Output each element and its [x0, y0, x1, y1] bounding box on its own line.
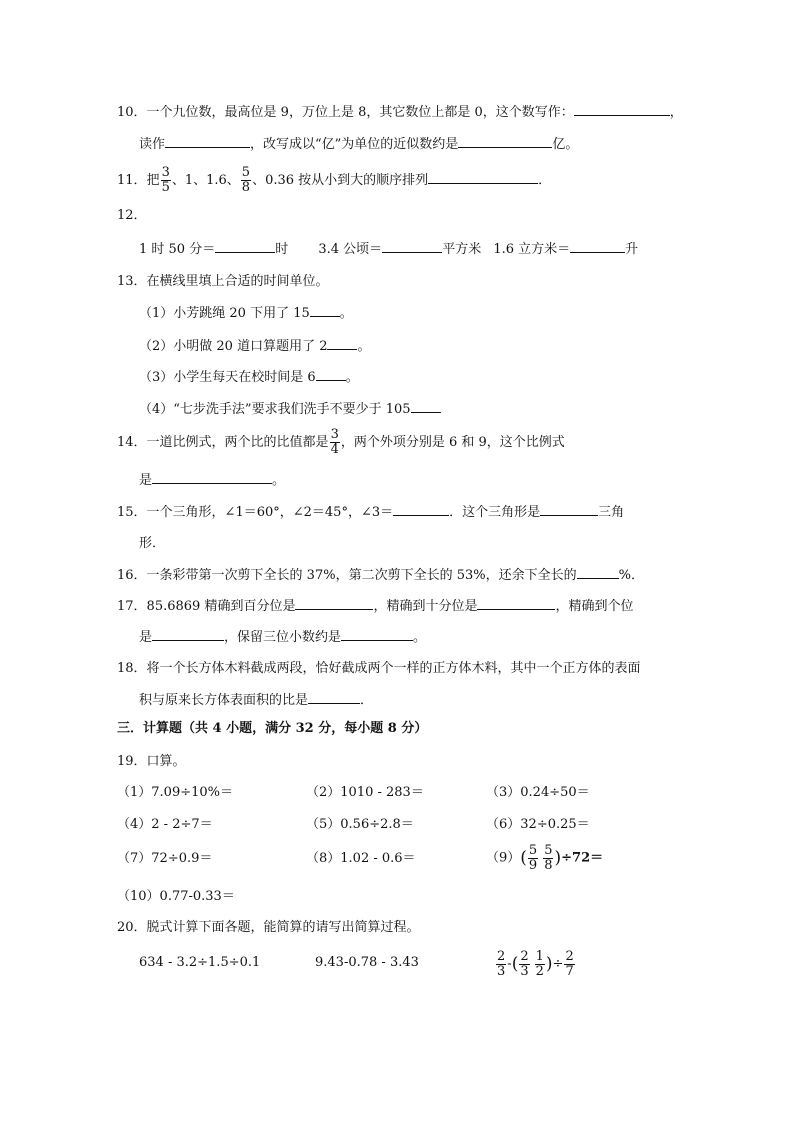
fraction: $\frac{5}{9}$	[528, 842, 538, 873]
q13-line: 13．在横线里填上合适的时间单位。	[117, 274, 329, 289]
q19-item-2: （2）1010 - 283＝	[306, 785, 424, 800]
q12-sqm-blank[interactable]	[382, 240, 442, 253]
q15-line2: 形．	[139, 536, 166, 551]
q13-blank[interactable]	[310, 304, 340, 317]
q14-line1: 14．一道比例式，两个比的比值都是 $\frac{3}{4}$ ，两个外项分别是 6 和 9，这个比例式	[117, 427, 565, 457]
q19-item-4: （4）2 - 2÷7＝	[117, 817, 213, 832]
fraction: $\frac{3}{4}$	[330, 427, 339, 457]
q13-blank[interactable]	[411, 400, 441, 413]
q19-item-10: （10）0.77-0.33＝	[117, 889, 235, 904]
q19-item-7: （7）72÷0.9＝	[117, 851, 213, 866]
q10-number: 10．	[117, 105, 147, 120]
q17-three-decimal-blank[interactable]	[341, 628, 413, 641]
q20-expr-2: 9.43-0.78 - 3.43	[315, 955, 419, 970]
q13-blank[interactable]	[327, 337, 357, 350]
q12-number-line: 12．	[117, 208, 147, 223]
q20-expr-3: $\frac{2}{3}$ -( $\frac{2}{3}$ $\frac{1}{2}$ )÷ $\frac{2}{7}$	[497, 948, 574, 979]
fraction: $\frac{5}{8}$	[544, 842, 553, 873]
q11-answer-blank[interactable]	[428, 171, 538, 184]
q11-line: 11．把 $\frac{3}{5}$ 、1、1.6、 $\frac{5}{8}$ 、0.36 按从小到大的顺序排列 ．	[117, 165, 552, 195]
q15-line1: 15．一个三角形，∠1＝60°，∠2＝45°，∠3＝ ．这个三角形是 三角	[117, 505, 625, 520]
q19-item-9: （9）( $\frac{5}{9}$ $\frac{5}{8}$ )÷72＝	[486, 842, 604, 873]
q19-item-8: （8）1.02 - 0.6＝	[306, 851, 416, 866]
q12-hours-blank[interactable]	[215, 240, 275, 253]
q16-line: 16．一条彩带第一次剪下全长的 37%，第二次剪下全长的 53%，还余下全长的 %．	[117, 568, 644, 583]
q20-expr-1: 634 - 3.2÷1.5÷0.1	[139, 955, 261, 970]
q14-line2: 是 。	[139, 473, 286, 488]
q10-read-blank[interactable]	[165, 135, 250, 148]
q16-answer-blank[interactable]	[577, 566, 619, 579]
q10-approx-blank[interactable]	[458, 135, 552, 148]
q12-line: 1 时 50 分＝ 时 3.4 公顷＝ 平方米 1.6 立方米＝ 升	[139, 242, 639, 257]
q10-written-blank[interactable]	[574, 103, 670, 116]
q15-angle-blank[interactable]	[393, 503, 449, 516]
q17-hundredths-blank[interactable]	[295, 597, 373, 610]
q18-line1: 18．将一个长方体木料截成两段，恰好截成两个一样的正方体木料，其中一个正方体的表面	[117, 661, 641, 676]
q12-liter-blank[interactable]	[570, 240, 625, 253]
q13-item-4: （4）“七步洗手法”要求我们洗手不要少于 105	[139, 400, 441, 419]
fraction: $\frac{2}{7}$	[565, 948, 574, 979]
fraction: $\frac{1}{2}$	[535, 948, 544, 979]
q13-item-3: （3）小学生每天在校时间是 6 。	[139, 370, 359, 385]
q18-line2: 积与原来长方体表面积的比是 ．	[139, 693, 374, 708]
q17-ones-blank[interactable]	[152, 628, 224, 641]
q19-item-5: （5）0.56÷2.8＝	[306, 817, 414, 832]
q14-answer-blank[interactable]	[152, 471, 272, 484]
q19-line: 19．口算。	[117, 754, 186, 769]
fraction: $\frac{5}{8}$	[241, 165, 251, 195]
q17-line1: 17．85.6869 精确到百分位是 ，精确到十分位是 ，精确到个位	[117, 599, 634, 614]
q18-ratio-blank[interactable]	[308, 691, 360, 704]
fraction: $\frac{2}{3}$	[520, 948, 529, 979]
q19-item-1: （1）7.09÷10%＝	[117, 785, 234, 800]
q10-text: 一个九位数，最高位是 9，万位上是 8，其它数位上都是 0，这个数写作：	[146, 105, 574, 120]
q20-line: 20．脱式计算下面各题，能简算的请写出简算过程。	[117, 920, 420, 935]
section-3-heading: 三．计算题（共 4 小题，满分 32 分，每小题 8 分）	[117, 721, 428, 736]
q17-line2: 是 ，保留三位小数约是 。	[139, 630, 427, 645]
q10-line1: 10．一个九位数，最高位是 9，万位上是 8，其它数位上都是 0，这个数写作： ，	[117, 105, 683, 120]
q13-item-1: （1）小芳跳绳 20 下用了 15 。	[139, 306, 353, 321]
fraction: $\frac{3}{5}$	[161, 165, 170, 195]
q17-tenths-blank[interactable]	[477, 597, 555, 610]
q19-item-3: （3）0.24÷50＝	[486, 785, 590, 800]
q13-item-2: （2）小明做 20 道口算题用了 2 。	[139, 339, 371, 354]
q10-line2: 读作 ，改写成以“亿”为单位的近似数约是 亿。	[139, 137, 579, 152]
q13-blank[interactable]	[316, 368, 346, 381]
fraction: $\frac{2}{3}$	[497, 948, 506, 979]
q15-type-blank[interactable]	[540, 503, 598, 516]
q19-item-6: （6）32÷0.25＝	[486, 817, 590, 832]
